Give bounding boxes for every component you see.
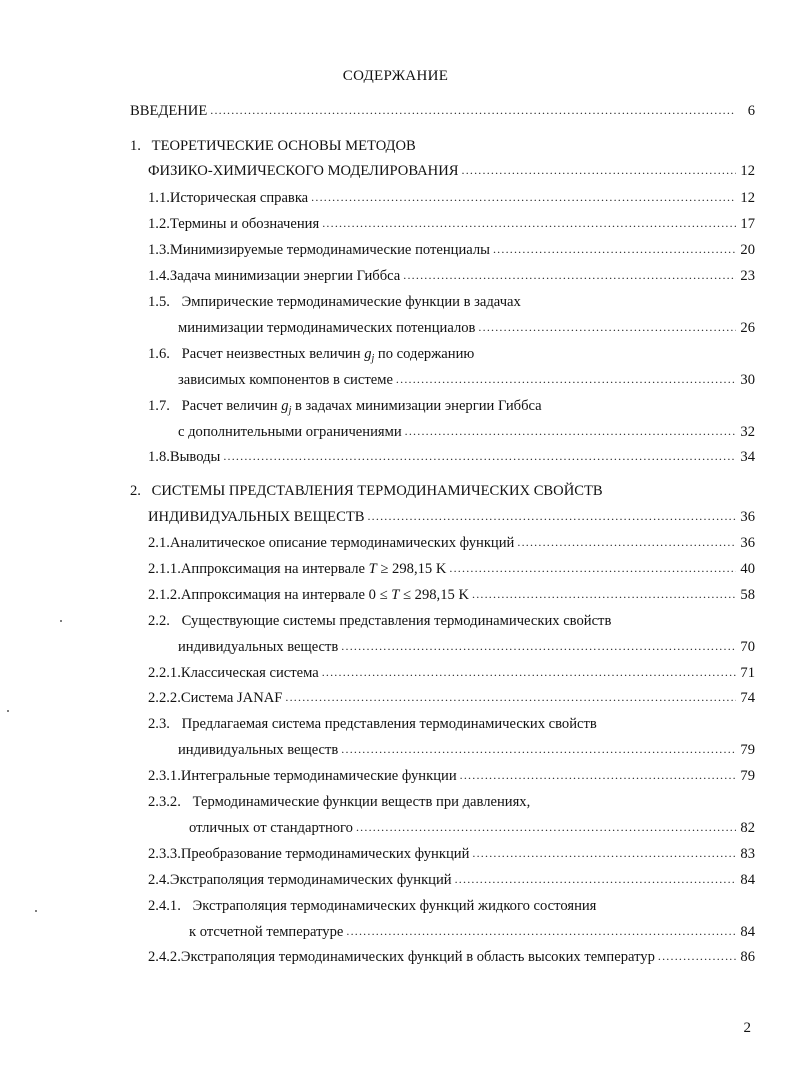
toc-entry-page: 84 — [740, 872, 755, 888]
section-number: 2.2.1. — [148, 665, 181, 681]
toc-entry-label — [181, 559, 447, 579]
toc-chapter-2[interactable] — [148, 507, 755, 527]
section-number: 2.1. — [148, 535, 170, 551]
leader-dots — [311, 187, 736, 207]
toc-entry-2-3-line1[interactable] — [148, 714, 597, 734]
toc-entry-2-2[interactable] — [178, 637, 755, 657]
variable-t: T — [391, 587, 400, 603]
toc-entry-page: 32 — [740, 424, 755, 440]
toc-entry-page: 26 — [740, 320, 755, 336]
section-number: 2.1.1. — [148, 561, 181, 577]
toc-entry-label: ВВЕДЕНИЕ — [130, 103, 208, 119]
toc-entry-label-line2: минимизации термодинамических потенциалов — [178, 320, 476, 336]
section-number: 1.4. — [148, 268, 170, 284]
toc-entry-page: 17 — [740, 216, 755, 232]
toc-entry-label-line1: Предлагаемая система представления термодинамических свойств — [181, 716, 597, 732]
toc-entry-label-line2: отличных от стандартного — [189, 820, 353, 836]
toc-entry-label: Аналитическое описание термодинамических функций — [169, 535, 515, 551]
chapter-title-line1: СИСТЕМЫ ПРЕДСТАВЛЕНИЯ ТЕРМОДИНАМИЧЕСКИХ СВОЙСТВ — [151, 483, 603, 499]
leader-dots — [462, 160, 737, 180]
toc-entry-label-line2: с дополнительными ограничениями — [178, 424, 402, 440]
toc-entry-2-4-1[interactable] — [189, 922, 755, 942]
toc-chapter-1-title[interactable] — [130, 136, 416, 156]
toc-entry-1-5-line1[interactable] — [148, 292, 521, 312]
section-number: 1.7. — [148, 398, 170, 414]
scan-speck — [60, 620, 62, 622]
leader-dots — [210, 100, 736, 120]
toc-entry-2-4-2[interactable] — [148, 947, 755, 967]
toc-entry-page: 70 — [740, 639, 755, 655]
leader-dots — [472, 843, 736, 863]
chapter-number: 1. — [130, 138, 141, 154]
toc-entry-page: 34 — [740, 449, 755, 465]
toc-entry-1-3[interactable] — [148, 240, 755, 260]
toc-entry-label: Интегральные термодинамические функции — [180, 768, 457, 784]
toc-entry-label: Система JANAF — [180, 690, 283, 706]
leader-dots — [396, 369, 736, 389]
toc-entry-1-5[interactable] — [178, 318, 755, 338]
leader-dots — [517, 532, 736, 552]
toc-entry-1-8[interactable] — [148, 447, 755, 467]
section-number: 1.8. — [148, 449, 170, 465]
toc-entry-label: Классическая система — [180, 665, 319, 681]
section-number: 2.1.2. — [148, 587, 181, 603]
leader-dots — [346, 921, 736, 941]
section-number: 1.2. — [148, 216, 170, 232]
toc-entry-1-4[interactable] — [148, 266, 755, 286]
section-number: 2.3.2. — [148, 794, 181, 810]
toc-entry-label: Задача минимизации энергии Гиббса — [169, 268, 401, 284]
toc-entry-page: 36 — [740, 535, 755, 551]
toc-entry-label-line2: индивидуальных веществ — [178, 742, 339, 758]
toc-entry-1-6-line1[interactable] — [148, 344, 474, 364]
section-number: 2.4.2. — [148, 949, 181, 965]
toc-entry-label-line2: к отсчетной температуре — [189, 924, 344, 940]
toc-entry-2-4[interactable] — [148, 870, 755, 890]
toc-entry-page: 86 — [740, 949, 755, 965]
toc-entry-page: 6 — [747, 103, 755, 119]
toc-entry-2-2-line1[interactable] — [148, 611, 611, 631]
variable-g: g — [364, 346, 372, 362]
toc-entry-page: 23 — [740, 268, 755, 284]
toc-entry-page: 30 — [740, 372, 755, 388]
chapter-title-line2: ИНДИВИДУАЛЬНЫХ ВЕЩЕСТВ — [148, 509, 365, 525]
toc-entry-label-line1: Эмпирические термодинамические функции в задачах — [181, 294, 521, 310]
leader-dots — [322, 662, 736, 682]
toc-entry-label: Историческая справка — [169, 190, 309, 206]
toc-entry-label-b: в задачах минимизации энергии Гиббса — [291, 398, 542, 414]
toc-entry-2-3-2-line1[interactable] — [148, 792, 530, 812]
toc-entry-label: Минимизируемые термодинамические потенциалы — [169, 242, 490, 258]
scan-speck — [35, 910, 37, 912]
section-number: 2.2.2. — [148, 690, 181, 706]
leader-dots — [658, 946, 736, 966]
leader-dots — [367, 506, 736, 526]
toc-chapter-2-title[interactable] — [130, 481, 603, 501]
toc-entry-1-2[interactable] — [148, 214, 755, 234]
toc-entry-page: 74 — [740, 690, 755, 706]
toc-entry-page: 36 — [740, 509, 755, 525]
toc-entry-page: 12 — [740, 163, 755, 179]
subscript-j: j — [371, 353, 375, 364]
section-number: 2.3.1. — [148, 768, 181, 784]
leader-dots — [478, 317, 736, 337]
toc-entry-label-a: Расчет неизвестных величин — [181, 346, 365, 362]
leader-dots — [341, 739, 736, 759]
label-part-b: ≤ 298,15 K — [399, 587, 469, 603]
label-part-a: Аппроксимация на интервале — [180, 561, 369, 577]
toc-entry-label-line1: Экстраполяция термодинамических функций жидкого состояния — [192, 898, 597, 914]
toc-entry-page: 20 — [740, 242, 755, 258]
leader-dots — [405, 421, 736, 441]
toc-entry-1-6[interactable] — [178, 370, 755, 390]
leader-dots — [341, 636, 736, 656]
leader-dots — [322, 213, 736, 233]
section-number: 1.6. — [148, 346, 170, 362]
toc-entry-label-line1: Термодинамические функции веществ при давлениях, — [192, 794, 531, 810]
toc-entry-label: Экстраполяция термодинамических функций в область высоких температур — [180, 949, 655, 965]
label-part-a: Аппроксимация на интервале 0 ≤ — [180, 587, 392, 603]
toc-entry-label-b: по содержанию — [374, 346, 475, 362]
toc-entry-label: Преобразование термодинамических функций — [180, 846, 470, 862]
leader-dots — [403, 265, 736, 285]
toc-entry-label: Термины и обозначения — [169, 216, 320, 232]
toc-entry-2-3[interactable] — [178, 740, 755, 760]
toc-entry-page: 12 — [740, 190, 755, 206]
toc-entry-2-1-2[interactable] — [148, 585, 755, 605]
leader-dots — [285, 687, 736, 707]
leader-dots — [472, 584, 736, 604]
toc-entry-2-1-1[interactable] — [148, 559, 755, 579]
leader-dots — [223, 446, 736, 466]
toc-entry-2-2-1[interactable] — [148, 663, 755, 683]
toc-entry-label-a: Расчет величин — [181, 398, 282, 414]
variable-t: T — [368, 561, 377, 577]
section-number: 2.4. — [148, 872, 170, 888]
leader-dots — [449, 558, 736, 578]
toc-entry-1-1[interactable] — [148, 188, 755, 208]
toc-entry-page: 40 — [740, 561, 755, 577]
section-number: 1.5. — [148, 294, 170, 310]
toc-entry-2-1[interactable] — [148, 533, 755, 553]
toc-entry-1-7-line1[interactable] — [148, 396, 542, 416]
toc-entry-page: 58 — [740, 587, 755, 603]
chapter-number: 2. — [130, 483, 141, 499]
toc-entry-page: 84 — [740, 924, 755, 940]
toc-entry-label-line1: Существующие системы представления термодинамических свойств — [181, 613, 612, 629]
chapter-title-line1: ТЕОРЕТИЧЕСКИЕ ОСНОВЫ МЕТОДОВ — [151, 138, 416, 154]
toc-entry-page: 79 — [740, 742, 755, 758]
toc-entry-2-4-1-line1[interactable] — [148, 896, 596, 916]
toc-entry-page: 82 — [740, 820, 755, 836]
toc-entry-label — [181, 585, 469, 605]
subscript-j: j — [288, 405, 292, 416]
toc-entry-label: Выводы — [169, 449, 221, 465]
label-part-b: ≥ 298,15 K — [376, 561, 447, 577]
toc-entry-label-line2: индивидуальных веществ — [178, 639, 339, 655]
toc-entry-page: 79 — [740, 768, 755, 784]
leader-dots — [356, 817, 736, 837]
page-title: СОДЕРЖАНИЕ — [342, 68, 449, 84]
scan-speck — [7, 710, 9, 712]
toc-entry-2-2-2[interactable] — [148, 688, 755, 708]
toc-entry-1-7[interactable] — [178, 422, 755, 442]
toc-entry-label: Экстраполяция термодинамических функций — [169, 872, 452, 888]
toc-entry-2-3-1[interactable] — [148, 766, 755, 786]
section-number: 2.2. — [148, 613, 170, 629]
section-number: 1.3. — [148, 242, 170, 258]
variable-g: g — [281, 398, 289, 414]
section-number: 1.1. — [148, 190, 170, 206]
page-number: 2 — [743, 1020, 751, 1036]
toc-entry-2-3-2[interactable] — [189, 818, 755, 838]
leader-dots — [460, 765, 736, 785]
section-number: 2.4.1. — [148, 898, 181, 914]
leader-dots — [455, 869, 736, 889]
leader-dots — [493, 239, 736, 259]
chapter-title-line2: ФИЗИКО-ХИМИЧЕСКОГО МОДЕЛИРОВАНИЯ — [148, 163, 459, 179]
section-number: 2.3. — [148, 716, 170, 732]
toc-entry-page: 71 — [740, 665, 755, 681]
toc-chapter-1[interactable] — [148, 161, 755, 181]
toc-entry-2-3-3[interactable] — [148, 844, 755, 864]
toc-entry-intro[interactable] — [130, 101, 755, 121]
toc-entry-page: 83 — [740, 846, 755, 862]
section-number: 2.3.3. — [148, 846, 181, 862]
toc-entry-label-line2: зависимых компонентов в системе — [178, 372, 393, 388]
